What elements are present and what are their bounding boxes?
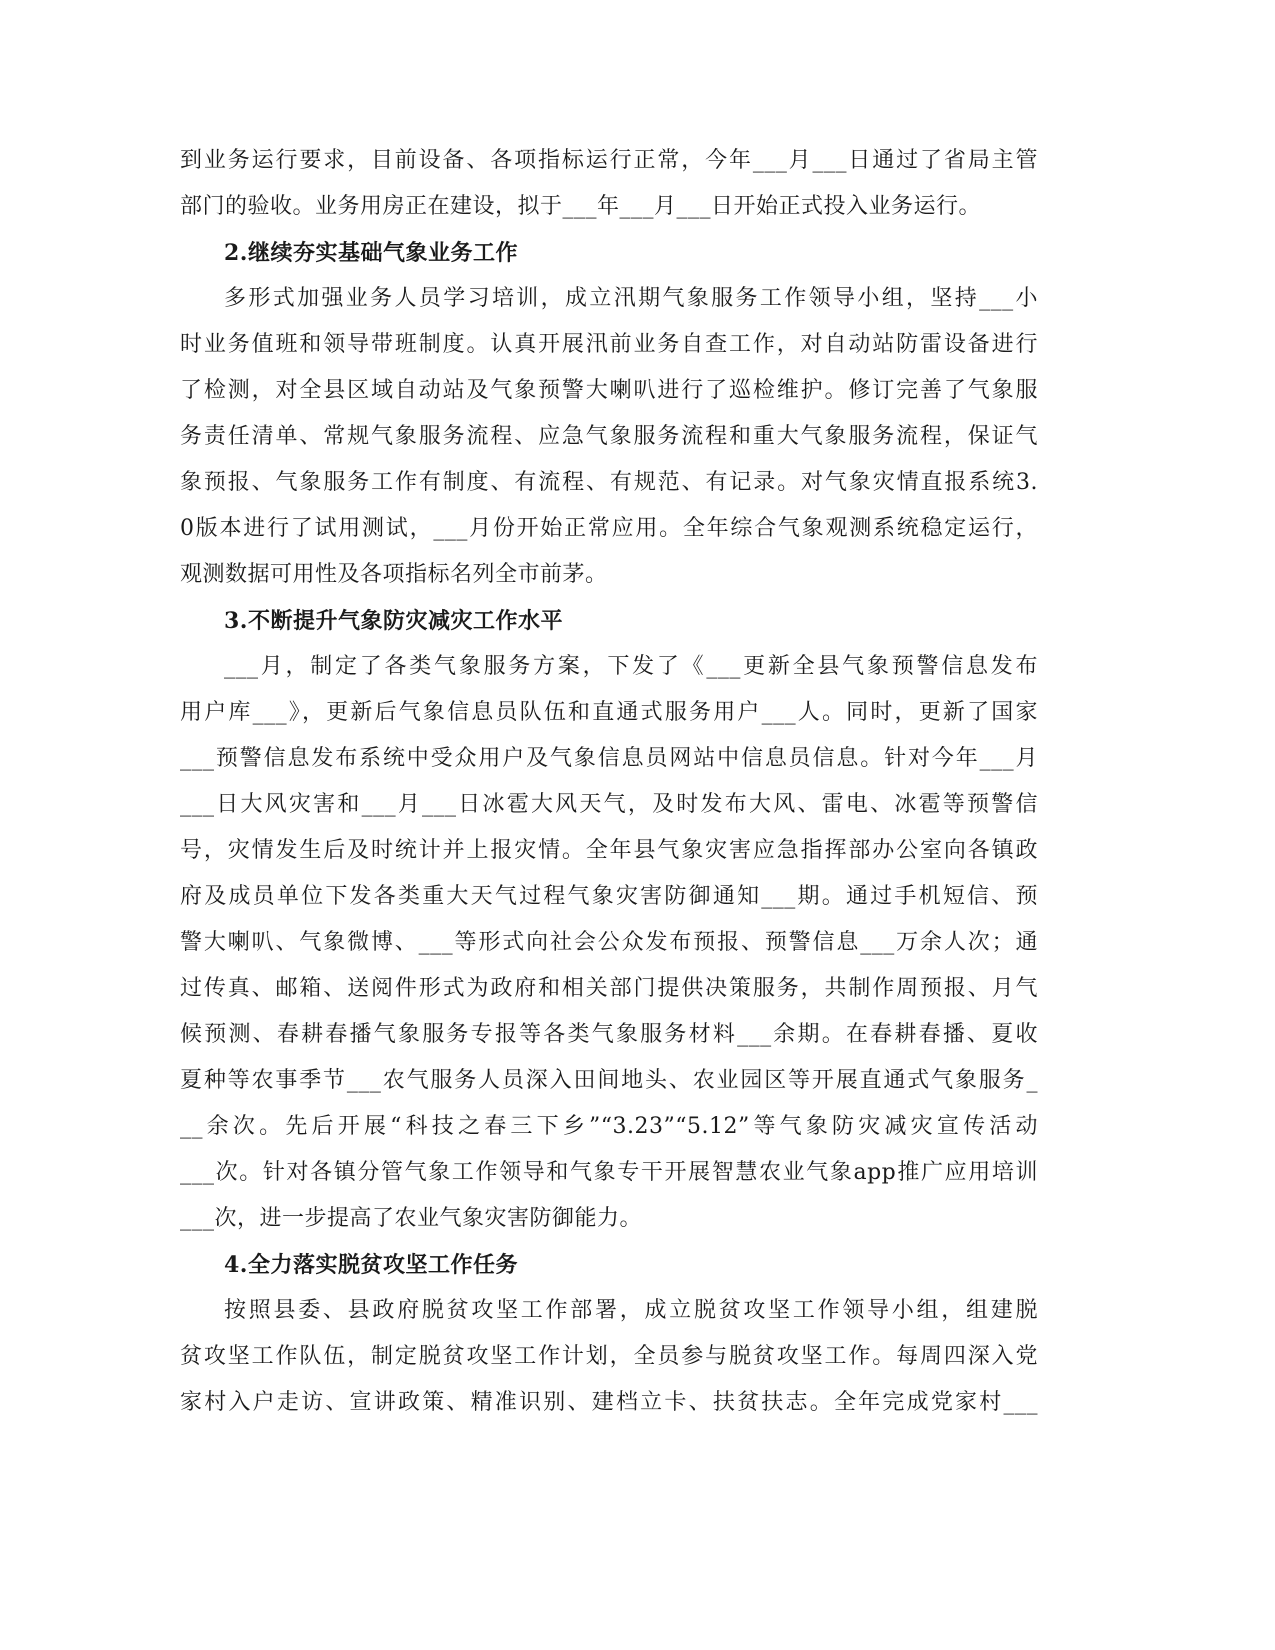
text-line: ___次。针对各镇分管气象工作领导和气象专干开展智慧农业气象app推广应用培训: [180, 1160, 1038, 1185]
text-line: 时业务值班和领导带班制度。认真开展汛前业务自查工作，对自动站防雷设备进行: [180, 332, 1038, 357]
text-line: 0版本进行了试用测试，___月份开始正常应用。全年综合气象观测系统稳定运行，: [180, 516, 1038, 541]
text-line: 过传真、邮箱、送阅件形式为政府和相关部门提供决策服务，共制作周预报、月气: [180, 976, 1038, 1001]
text-line: 部门的验收。业务用房正在建设，拟于___年___月___日开始正式投入业务运行。: [180, 194, 982, 219]
section-heading: 2.继续夯实基础气象业务工作: [224, 240, 518, 266]
text-line: __余次。先后开展“科技之春三下乡”“3.23”“5.12”等气象防灾减灾宣传活动: [180, 1114, 1038, 1139]
text-line: 号，灾情发生后及时统计并上报灾情。全年县气象灾害应急指挥部办公室向各镇政: [180, 838, 1038, 863]
text-line: 夏种等农事季节___农气服务人员深入田间地头、农业园区等开展直通式气象服务_: [180, 1068, 1038, 1093]
text-line: 按照县委、县政府脱贫攻坚工作部署，成立脱贫攻坚工作领导小组，组建脱: [224, 1298, 1038, 1323]
section-3: [180, 598, 1038, 1242]
text-line: ___月，制定了各类气象服务方案，下发了《___更新全县气象预警信息发布: [224, 654, 1038, 679]
text-line: 了检测，对全县区域自动站及气象预警大喇叭进行了巡检维护。修订完善了气象服: [180, 378, 1038, 403]
document-page: [180, 138, 1038, 1426]
text-line: 观测数据可用性及各项指标名列全市前茅。: [180, 562, 608, 587]
section-4: [180, 1242, 1038, 1426]
intro-paragraph: [180, 138, 1038, 230]
text-line: 候预测、春耕春播气象服务专报等各类气象服务材料___余期。在春耕春播、夏收: [180, 1022, 1038, 1047]
text-line: 贫攻坚工作队伍，制定脱贫攻坚工作计划，全员参与脱贫攻坚工作。每周四深入党: [180, 1344, 1038, 1369]
text-line: ___次，进一步提高了农业气象灾害防御能力。: [180, 1206, 643, 1231]
text-line: 象预报、气象服务工作有制度、有流程、有规范、有记录。对气象灾情直报系统3.: [180, 470, 1038, 495]
text-line: 到业务运行要求，目前设备、各项指标运行正常，今年___月___日通过了省局主管: [180, 148, 1038, 173]
text-line: ___预警信息发布系统中受众用户及气象信息员网站中信息员信息。针对今年___月: [180, 746, 1038, 771]
text-line: 警大喇叭、气象微博、___等形式向社会公众发布预报、预警信息___万余人次；通: [180, 930, 1038, 955]
section-2: [180, 230, 1038, 598]
section-heading: 3.不断提升气象防灾减灾工作水平: [224, 608, 563, 634]
text-line: ___日大风灾害和___月___日冰雹大风天气，及时发布大风、雷电、冰雹等预警信: [180, 792, 1038, 817]
section-heading: 4.全力落实脱贫攻坚工作任务: [224, 1252, 518, 1278]
text-line: 多形式加强业务人员学习培训，成立汛期气象服务工作领导小组，坚持___小: [224, 286, 1038, 311]
text-line: 用户库___》，更新后气象信息员队伍和直通式服务用户___人。同时，更新了国家: [180, 700, 1038, 725]
text-line: 家村入户走访、宣讲政策、精准识别、建档立卡、扶贫扶志。全年完成党家村___: [180, 1390, 1038, 1415]
text-line: 务责任清单、常规气象服务流程、应急气象服务流程和重大气象服务流程，保证气: [180, 424, 1038, 449]
text-line: 府及成员单位下发各类重大天气过程气象灾害防御通知___期。通过手机短信、预: [180, 884, 1038, 909]
